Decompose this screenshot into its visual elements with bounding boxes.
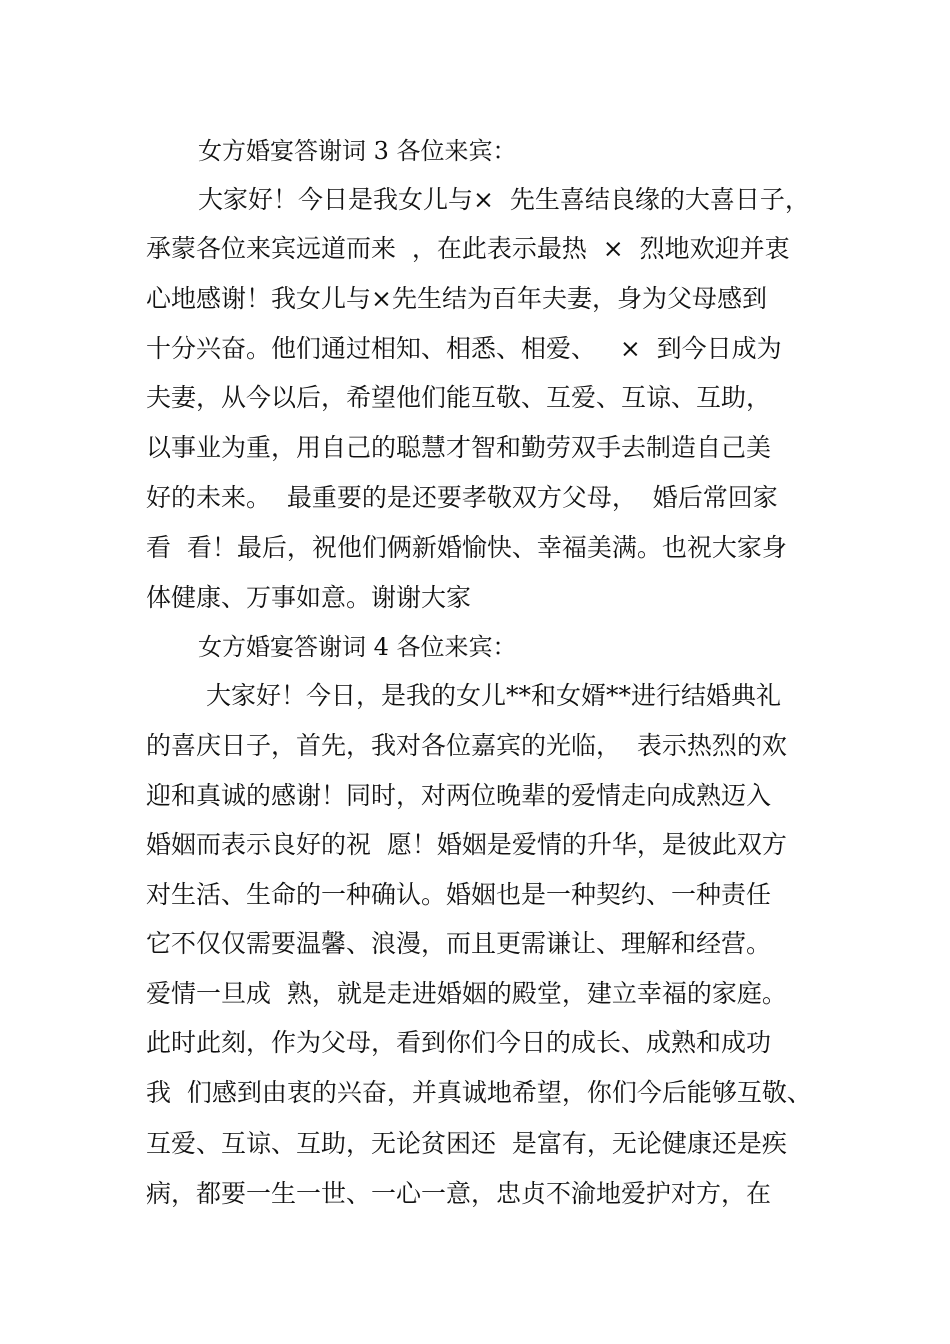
paragraph-line: 婚姻而表示良好的祝 愿！婚姻是爱情的升华，是彼此双方 [146,830,787,859]
paragraph-line: 看 看！最后，祝他们俩新婚愉快、幸福美满。也祝大家身 [146,533,787,562]
paragraph-line: 病，都要一生一世、一心一意，忠贞不渝地爱护对方，在 [146,1179,772,1208]
paragraph-line: 以事业为重，用自己的聪慧才智和勤劳双手去制造自己美 [146,433,772,462]
paragraph-line: 爱情一旦成 熟，就是走进婚姻的殿堂，建立幸福的家庭。 [146,979,787,1008]
paragraph-line: 迎和真诚的感谢！同时，对两位晚辈的爱情走向成熟迈入 [146,781,772,810]
paragraph-line: 我 们感到由衷的兴奋，并真诚地希望，你们今后能够互敬、 [146,1078,812,1107]
paragraph-line: 好的未来。 最重要的是还要孝敬双方父母， 婚后常回家 [146,483,778,512]
section-heading-3: 女方婚宴答谢词 3 各位来宾： [198,137,517,165]
paragraph-line: 此时此刻，作为父母，看到你们今日的成长、成熟和成功 [146,1028,772,1057]
paragraph-line: 大家好！今日，是我的女儿**和女婿**进行结婚典礼 [198,681,781,710]
section-heading-4: 女方婚宴答谢词 4 各位来宾： [198,633,517,661]
paragraph-line: 的喜庆日子，首先，我对各位嘉宾的光临， 表示热烈的欢 [146,731,787,760]
paragraph-line: 大家好！今日是我女儿与× 先生喜结良缘的大喜日子， [198,185,810,214]
paragraph-line: 承蒙各位来宾远道而来 ，在此表示最热 × 烈地欢迎并衷 [146,234,790,263]
paragraph-line: 心地感谢！我女儿与×先生结为百年夫妻，身为父母感到 [146,284,767,313]
paragraph-line: 夫妻，从今以后，希望他们能互敬、互爱、互谅、互助， [146,383,772,412]
paragraph-line: 十分兴奋。他们通过相知、相悉、相爱、 × 到今日成为 [146,334,782,363]
paragraph-line: 体健康、万事如意。谢谢大家 [146,583,472,612]
paragraph-line: 它不仅仅需要温馨、浪漫，而且更需谦让、理解和经营。 [146,929,772,958]
paragraph-line: 对生活、生命的一种确认。婚姻也是一种契约、一种责任 [146,880,772,909]
paragraph-line: 互爱、互谅、互助，无论贫困还 是富有，无论健康还是疾 [146,1129,787,1158]
